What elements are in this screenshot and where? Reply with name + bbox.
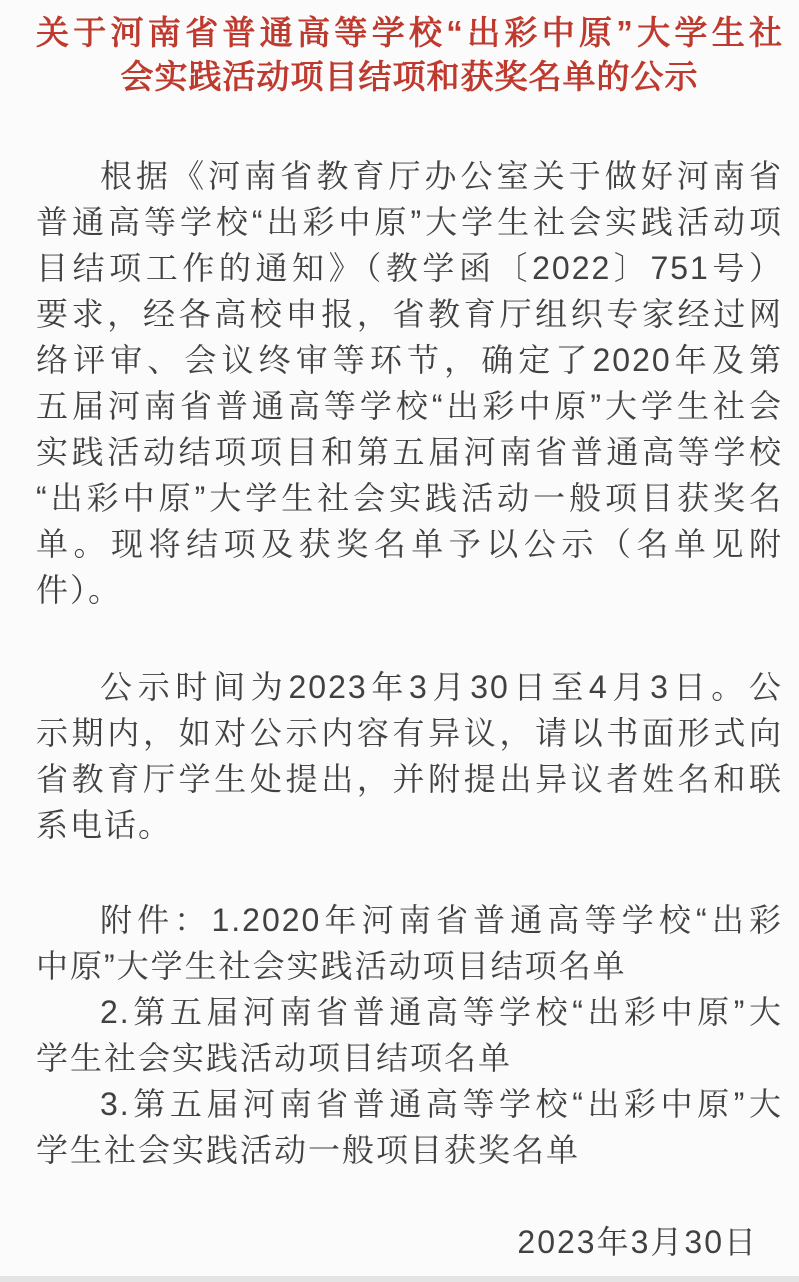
body-line: 目结项工作的通知》（教学函〔2022〕751号） [36,250,783,286]
body-line: 络评审、会议终审等环节，确定了2020年及第 [36,342,783,378]
body-line: 示期内，如对公示内容有异议，请以书面形式向 [36,715,783,751]
attachment-line: 中原”大学生社会实践活动项目结项名单 [36,948,627,984]
paragraph-publicity-period [36,664,783,848]
body-line: 公示时间为2023年3月30日至4月3日。公 [100,669,783,705]
body-line: 件）。 [36,572,123,608]
body-line: 要求，经各高校申报，省教育厅组织专家经过网 [36,296,783,332]
bottom-edge-strip [0,1276,799,1282]
body-line: 省教育厅学生处提出，并附提出异议者姓名和联 [36,761,783,797]
attachment-line: 学生社会实践活动一般项目获奖名单 [36,1132,581,1168]
body-line: 根据《河南省教育厅办公室关于做好河南省 [100,158,783,194]
title-line-1: 关于河南省普通高等学校“出彩中原”大学生社 [36,14,783,51]
paragraph-attachments [36,897,783,1173]
page-title [36,11,783,99]
body-line: 单。现将结项及获奖名单予以公示（名单见附 [36,526,783,562]
body-line: 系电话。 [36,807,173,843]
body-line: 实践活动结项项目和第五届河南省普通高等学校 [36,434,783,470]
body-line: 五届河南省普通高等学校“出彩中原”大学生社会 [36,388,783,424]
title-line-2: 会实践活动项目结项和获奖名单的公示 [120,58,699,95]
attachment-line: 附件：1.2020年河南省普通高等学校“出彩 [100,902,783,938]
signature-date: 2023年3月30日 [517,1224,758,1260]
body-line: “出彩中原”大学生社会实践活动一般项目获奖名 [36,480,783,516]
document-body [36,153,783,1265]
body-line: 普通高等学校“出彩中原”大学生社会实践活动项 [36,204,783,240]
attachment-line: 2.第五届河南省普通高等学校“出彩中原”大 [100,994,783,1030]
paragraph-basis [36,153,783,613]
attachment-line: 3.第五届河南省普通高等学校“出彩中原”大 [100,1086,783,1122]
attachment-line: 学生社会实践活动项目结项名单 [36,1040,513,1076]
